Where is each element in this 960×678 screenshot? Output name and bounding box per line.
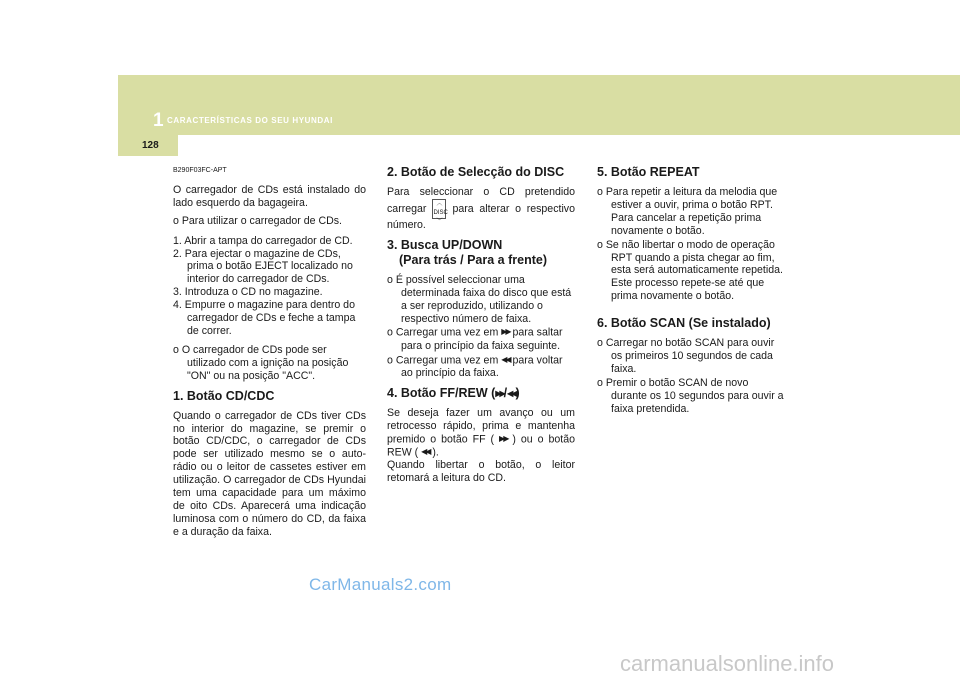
- bullet-scan-a: o Carregar no botão SCAN para ouvir os primeiros 10 segundos de cada faixa.: [597, 337, 775, 375]
- step-2: 2. Para ejectar o magazine de CDs, prima o botão EJECT localizado no interior do carregador de CDs.: [173, 247, 353, 286]
- footer-watermark: carmanualsonline.info: [620, 651, 835, 676]
- chapter-title: CARACTERÍSTICAS DO SEU HYUNDAI: [167, 116, 334, 125]
- column-2: [387, 165, 575, 490]
- bullet-use-changer: o Para utilizar o carregador de CDs.: [173, 214, 342, 227]
- column-3: [597, 165, 785, 417]
- page-number: 128: [142, 140, 159, 151]
- bullet-prev-track: o Carregar uma vez em ◀◀ para voltar ao princípio da faixa.: [387, 353, 563, 379]
- forward-icon: ▶▶: [499, 433, 508, 443]
- disc-text-b: para alterar o respectivo número.: [387, 202, 575, 231]
- bullet-repeat-a: o Para repetir a leitura da melodia que estiver a ouvir, prima o botão RPT. Para cancelar a repetição prima novamente o botão.: [597, 186, 778, 237]
- bullet-ignition: o O carregador de CDs pode ser utilizado com a ignição na posição "ON" ou na posição "ACC".: [173, 343, 349, 382]
- rewind-icon: ◀◀: [421, 446, 430, 456]
- heading-cd-cdc: 1. Botão CD/CDC: [173, 388, 275, 403]
- paragraph-cd-cdc: Quando o carregador de CDs tiver CDs no interior do magazine, se premir o botão CD/CDC, o carregador de CDs pode ser utilizado mesmo se o auto-rádio ou o leitor de cassetes estiver em utilização. O carregador de CDs Hyundai tem uma capacidade para um máximo de oito CDs. Aparecerá uma indicação luminosa com o número do CD, da faixa e a duração da faixa.: [173, 409, 366, 538]
- paragraph-ff-rew: Se deseja fazer um avanço ou um retrocesso rápido, prima e mantenha premido o botão FF ( ▶▶ ) ou o botão REW ( ◀◀ ). Quando libertar o botão, o leitor retomará a leitura do CD.: [387, 406, 575, 484]
- heading-seek: 3. Busca UP/DOWN (Para trás / Para a frente): [387, 237, 547, 267]
- bullet-repeat-b: o Se não libertar o modo de operação RPT quando a pista chegar ao fim, esta será automaticamente repetida. Este processo repete-se até que prima novamente o botão.: [597, 238, 783, 303]
- bullet-track-select: o É possível seleccionar uma determinada faixa do disco que está a ser reproduzido, utilizando o respectivo número de faixa.: [387, 273, 572, 325]
- chapter-header-band: [118, 75, 960, 135]
- rewind-icon: ◀◀: [507, 388, 516, 398]
- disc-updown-icon: ︿ DISC ﹀: [433, 200, 448, 225]
- paragraph-disc-select: [387, 186, 575, 232]
- heading-repeat: 5. Botão REPEAT: [597, 165, 700, 179]
- heading-scan: 6. Botão SCAN (Se instalado): [597, 316, 771, 331]
- bullet-scan-b: o Premir o botão SCAN de novo durante os 10 segundos para ouvir a faixa pretendida.: [597, 376, 784, 415]
- rewind-icon: ◀◀: [501, 354, 510, 364]
- forward-icon: ▶▶: [501, 327, 510, 337]
- section-code: B290F03FC-APT: [173, 167, 227, 174]
- disc-text-a: Para seleccionar o CD pretendido carregar: [387, 186, 575, 215]
- column-1: [173, 165, 366, 544]
- bullet-next-track: o Carregar uma vez em ▶▶ para saltar para o princípio da faixa seguinte.: [387, 326, 563, 352]
- heading-ff-rew: 4. Botão FF/REW (▶▶/◀◀): [387, 385, 520, 400]
- step-4: 4. Empurre o magazine para dentro do carregador de CDs e feche a tampa de correr.: [173, 299, 356, 337]
- step-1: 1. Abrir a tampa do carregador de CD.: [173, 234, 353, 247]
- watermark-link[interactable]: CarManuals2.com: [309, 575, 452, 594]
- intro-paragraph: O carregador de CDs está instalado do lado esquerdo da bagageira.: [173, 183, 366, 209]
- heading-disc-select: 2. Botão de Selecção do DISC: [387, 165, 565, 179]
- step-3: 3. Introduza o CD no magazine.: [173, 286, 323, 299]
- forward-icon: ▶▶: [495, 388, 504, 398]
- chapter-number: 1: [153, 110, 164, 131]
